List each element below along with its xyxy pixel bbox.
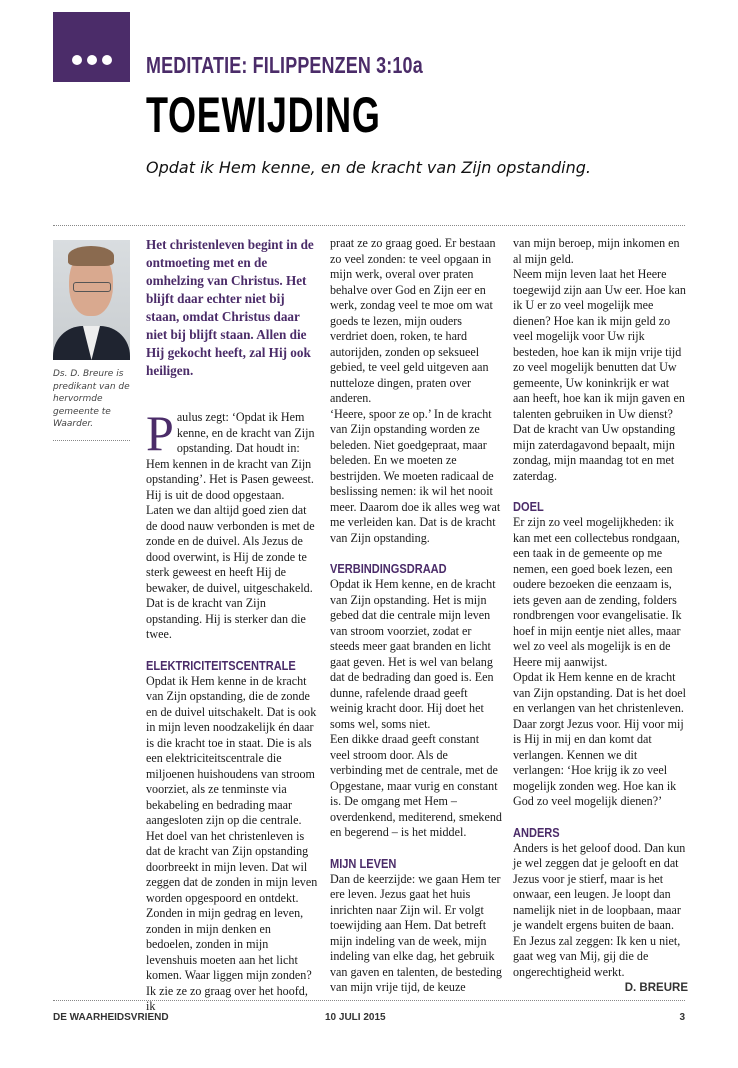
author-caption: Ds. D. Breure is predikant van de hervormde gemeente te Waarder. (53, 369, 130, 429)
author-signature: D. BREURE (624, 982, 688, 994)
column-2 (330, 236, 502, 996)
section-logo (53, 12, 130, 82)
caption-divider (53, 440, 130, 441)
section-heading: ELEKTRICITEITSCENTRALE (146, 657, 296, 673)
column-1 (146, 236, 318, 1015)
paragraph: Opdat ik Hem kenne in de kracht van Zijn opstanding, die de zonde en de duivel uitschakelt. Dat is ook in mijn leven noodzakelijk én daar is die kracht toe in staat. Die is als een elektriciteitscentrale die miljoenen huishoudens van stroom voorziet, als ze tenminste via bekabeling en bedrading maar aangesloten zijn op die centrale. Het doel van het christenleven is dat de kracht van Zijn opstanding doorbreekt in mijn leven. Dat wil zeggen dat de zonden in mijn leven worden opgespoord en ontdekt. Zonden in mijn gedrag en leven, zonden in mijn denken en bedoelen, zonden in mijn levenshuis moeten aan het licht komen. Waar liggen mijn zonden? Ik zie ze zo graag over het hoofd, ik (146, 673, 318, 1013)
page-number: 3 (679, 1012, 685, 1023)
dot-icon (102, 55, 112, 65)
paragraph: Opdat ik Hem kenne, en de kracht van Zijn opstanding. Het is mijn gebed dat die centrale mijn leven van stroom voorziet, zodat er steeds meer gaat branden en licht gaat geven. Het is wel van belang dat de bedrading dan goed is. Een dunne, rafelende draad geeft weinig kracht door. Hij doet het soms wel, soms niet. (330, 577, 496, 731)
footer-divider (53, 1000, 685, 1001)
dot-icon (72, 55, 82, 65)
section-kicker: MEDITATIE: FILIPPENZEN 3:10a (146, 52, 423, 78)
paragraph: Anders is het geloof dood. Dan kun je wel zeggen dat je gelooft en dat Jezus voor je stierf, maar is het onwaar, een leugen. Je loopt dan namelijk niet in de loopbaan, maar je wandelt ergens buiten de baan. En Jezus zal zeggen: Ik ken u niet, gaat weg van Mij, gij die de ongerechtigheid werkt. (513, 840, 686, 979)
paragraph (146, 405, 318, 503)
divider (53, 225, 685, 226)
paragraph: ‘Heere, spoor ze op.’ In de kracht van Zijn opstanding worden ze beleden. Niet goedgepraat, maar beleden. En we moeten ze bestrijden. We moeten radicaal de beslissing nemen: ik wil het nooit meer. Daarom doe ik alles weg wat me verleiden kan. Dat is de kracht van Zijn opstanding. (330, 406, 501, 545)
paragraph: van mijn beroep, mijn inkomen en al mijn geld. (513, 236, 680, 266)
paragraph-text: aulus zegt: ‘Opdat ik Hem kenne, en de kracht van Zijn opstanding. Dat houdt in: Hem kennen in de kracht van Zijn opstanding’. Het is Pasen geweest. Hij is uit de dood opgestaan. (146, 410, 315, 502)
intro: Het christenleven begint in de ontmoeting met en de omhelzing van Christus. Het blijft daar echter niet bij staan, omdat Christus daar niet bij blijft staan. Allen die Hij gekocht heeft, zal Hij ook heiligen. (146, 237, 314, 378)
column-3 (513, 236, 688, 997)
publication-name: DE WAARHEIDSVRIEND (53, 1012, 169, 1023)
section-heading: DOEL (513, 499, 544, 514)
section-heading: MIJN LEVEN (330, 855, 397, 871)
paragraph: Laten we dan altijd goed zien dat de dood nauw verbonden is met de zonde en de duivel. Als Jezus de dood overwint, is Hij de zonde te sterk geweest en heeft Hij de bewaker, de duivel, uitgeschakeld. Dat is de kracht van Zijn opstanding. Hij is sterker dan die twee. (146, 503, 315, 641)
subtitle: Opdat ik Hem kenne, en de kracht van Zijn opstanding. (146, 158, 591, 177)
paragraph: Dan de keerzijde: we gaan Hem ter ere leven. Jezus gaat het huis inrichten naar Zijn wil. Er volgt toewijding aan Hem. Dat betreft mijn indeling van de week, mijn indeling van elke dag, het gebruik van gaven en talenten, de besteding van mijn vrije tijd, de keuze (330, 871, 502, 994)
section-heading: VERBINDINGSDRAAD (330, 561, 447, 576)
paragraph: Er zijn zo veel mogelijkheden: ik kan met een collectebus rondgaan, een taak in de gemeente op me nemen, een goed boek lezen, een oudere bezoeken die eenzaam is, iets geven aan de zending, folders rondbrengen voor evangelisatie. Ik hoef in mijn eentje niet alles, maar wel zo veel als mogelijk is en de Heere mij aanwijst. (513, 515, 682, 669)
paragraph: Neem mijn leven laat het Heere toegewijd zijn aan Uw eer. Hoe kan ik U er zo veel mogelijk mee dienen? Hoe kan ik mijn geld zo veel mogelijk voor Uw rijk besteden, hoe kan ik mijn vrije tijd zo veel mogelijk benutten dat Uw gemeente, Uw koninkrijk er wat aan heeft, hoe kan ik mijn gaven en talenten gebruiken in Uw dienst? Dat de kracht van Uw opstanding mijn zaterdagavond bepaalt, mijn zondag, mijn maandag tot en met zaterdag. (513, 267, 686, 483)
issue-date: 10 JULI 2015 (325, 1012, 386, 1023)
section-heading: ANDERS (513, 824, 560, 840)
paragraph: Een dikke draad geeft constant veel stroom door. Als de verbinding met de centrale, met de Opgestane, maar vurig en constant is. De omgang met Hem – overdenkend, mediterend, smekend en begerend – is het middel. (330, 732, 502, 839)
dot-icon (87, 55, 97, 65)
paragraph: praat ze zo graag goed. Er bestaan zo veel zonden: te veel opgaan in mijn werk, overal over praten behalve over God en Zijn eer en werk, zondag veel te moe om wat goeds te lezen, mijn ouders verdriet doen, roken, te hard autorijden, zonden op seksueel gebied, te veel geld uitgeven aan nutteloze dingen, praten over anderen. (330, 236, 496, 405)
author-photo (53, 240, 130, 360)
drop-cap: P (146, 405, 174, 461)
paragraph: Opdat ik Hem kenne en de kracht van Zijn opstanding. Dat is het doel en verlangen van het christenleven. Daar zorgt Jezus voor. Hij voor mij is Hij in mij en dan komt dat verlangen. Kennen we dit verlangen: ‘Hoe krijg ik zo veel mogelijk zonden weg. Hoe kan ik God zo veel mogelijk dienen?’ (513, 670, 686, 808)
page-title: TOEWIJDING (146, 87, 381, 143)
